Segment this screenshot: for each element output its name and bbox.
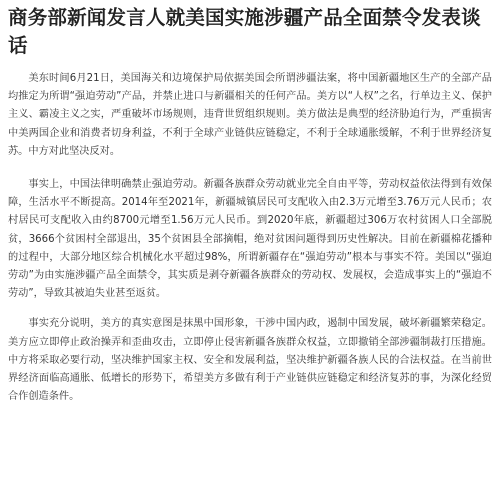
article-title: 商务部新闻发言人就美国实施涉疆产品全面禁令发表谈话 (8, 6, 481, 57)
article-paragraph-3: 事实充分说明，美方的真实意图是抹黑中国形象，干涉中国内政，遏制中国发展，破坏新疆繁荣稳定。美方应立即停止政治操弄和歪曲攻击，立即停止侵害新疆各族群众权益，立即撤销全部涉疆制裁打压措施。中方将采取必要行动，坚决维护国家主权、安全和发展利益，坚决维护新疆各族人民的合法权益。在当前世界经济面临高通胀、低增长的形势下，希望美方多做有利于产业链供应链稳定和经济复苏的事，为深化经贸合作创造条件。 (8, 318, 492, 403)
article-paragraph-2: 事实上，中国法律明确禁止强迫劳动。新疆各族群众劳动就业完全自由平等，劳动权益依法得到有效保障，生活水平不断提高。2014年至2021年，新疆城镇居民可支配收入由2.3万元增至3.76万元人民币；农村居民可支配收入由约8700元增至1.56万元人民币。到2020年底，新疆超过306万农村贫困人口全部脱贫，3666个贫困村全部退出，35个贫困县全部摘帽，绝对贫困问题得到历史性解决。目前在新疆棉花播种的过程中，大部分地区综合机械化水平超过98%，所谓新疆存在“强迫劳动”根本与事实不符。美国以“强迫劳动”为由实施涉疆产品全面禁令，其实质是剥夺新疆各族群众的劳动权、发展权，会造成事实上的“强迫不劳动”，导致其被迫失业甚至返贫。 (8, 179, 492, 300)
paragraph-spacer (8, 161, 492, 176)
article-paragraph-1: 美东时间6月21日，美国海关和边境保护局依据美国会所谓涉疆法案，将中国新疆地区生产的全部产品均推定为所谓“强迫劳动”产品，并禁止进口与新疆相关的任何产品。美方以“人权”之名，行单边主义、保护主义、霸凌主义之实，严重破坏市场规则，违背世贸组织规则。美方做法是典型的经济胁迫行为，严重损害中美两国企业和消费者切身利益，不利于全球产业链供应链稳定，不利于全球通胀缓解，不利于世界经济复苏。中方对此坚决反对。 (8, 73, 492, 157)
paragraph-spacer (8, 303, 492, 315)
